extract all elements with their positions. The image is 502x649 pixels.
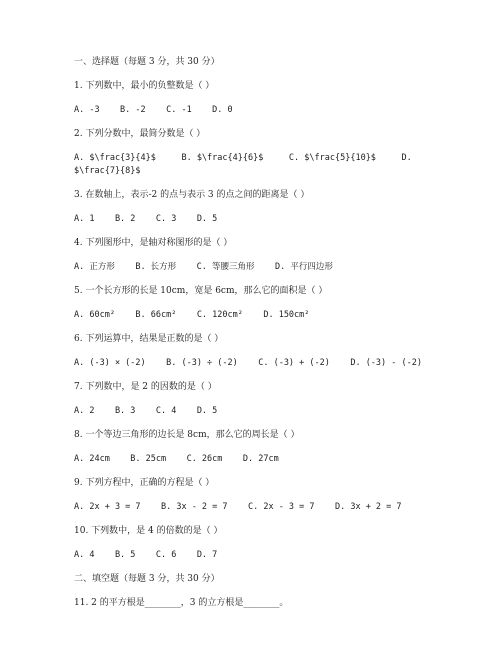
question-2-options: A. $\frac{3}{4}$ B. $\frac{4}{6}$ C. $\frac{5}{10}$ D. [74,153,412,163]
question-10-options: A. 4 B. 5 C. 6 D. 7 [74,550,218,560]
question-6-stem: 6. 下列运算中，结果是正数的是（ ） [74,334,224,344]
question-7-stem: 7. 下列数中，是 2 的因数的是（ ） [74,382,217,392]
question-10-stem: 10. 下列数中，是 4 的倍数的是（ ） [74,526,223,536]
question-7-options: A. 2 B. 3 C. 4 D. 5 [74,406,218,416]
question-9-options: A. 2x + 3 = 7 B. 3x - 2 = 7 C. 2x - 3 = 7 D. 3x + 2 = 7 [74,502,402,512]
question-11-stem: 11. 2 的平方根是________，3 的立方根是________。 [74,598,289,608]
question-9-stem: 9. 下列方程中，正确的方程是（ ） [74,478,215,488]
question-3-options: A. 1 B. 2 C. 3 D. 5 [74,214,218,224]
section-header-fill: 二、填空题（每题 3 分，共 30 分） [74,574,220,584]
question-1-stem: 1. 下列数中，最小的负整数是（ ） [74,81,215,91]
question-8-stem: 8. 一个等边三角形的边长是 8cm，那么它的周长是（ ） [74,430,300,440]
question-5-stem: 5. 一个长方形的长是 10cm，宽是 6cm，那么它的面积是（ ） [74,286,328,296]
question-8-options: A. 24cm B. 25cm C. 26cm D. 27cm [74,454,279,464]
question-4-stem: 4. 下列图形中，是轴对称图形的是（ ） [74,238,233,248]
exam-page [74,56,494,610]
question-2-options-cont: $\frac{7}{8}$ [74,166,141,176]
question-5-options: A. 60cm² B. 66cm² C. 120cm² D. 150cm² [74,310,310,320]
question-4-options: A. 正方形 B. 长方形 C. 等腰三角形 D. 平行四边形 [74,262,333,272]
question-6-options: A. (-3) × (-2) B. (-3) ÷ (-2) C. (-3) + (-2) D. (-3) - (-2) [74,358,422,368]
question-3-stem: 3. 在数轴上，表示-2 的点与表示 3 的点之间的距离是（ ） [74,190,310,200]
question-1-options: A. -3 B. -2 C. -1 D. 0 [74,105,233,115]
section-header-choice: 一、选择题（每题 3 分，共 30 分） [74,57,220,67]
question-2-stem: 2. 下列分数中，最简分数是（ ） [74,129,206,139]
